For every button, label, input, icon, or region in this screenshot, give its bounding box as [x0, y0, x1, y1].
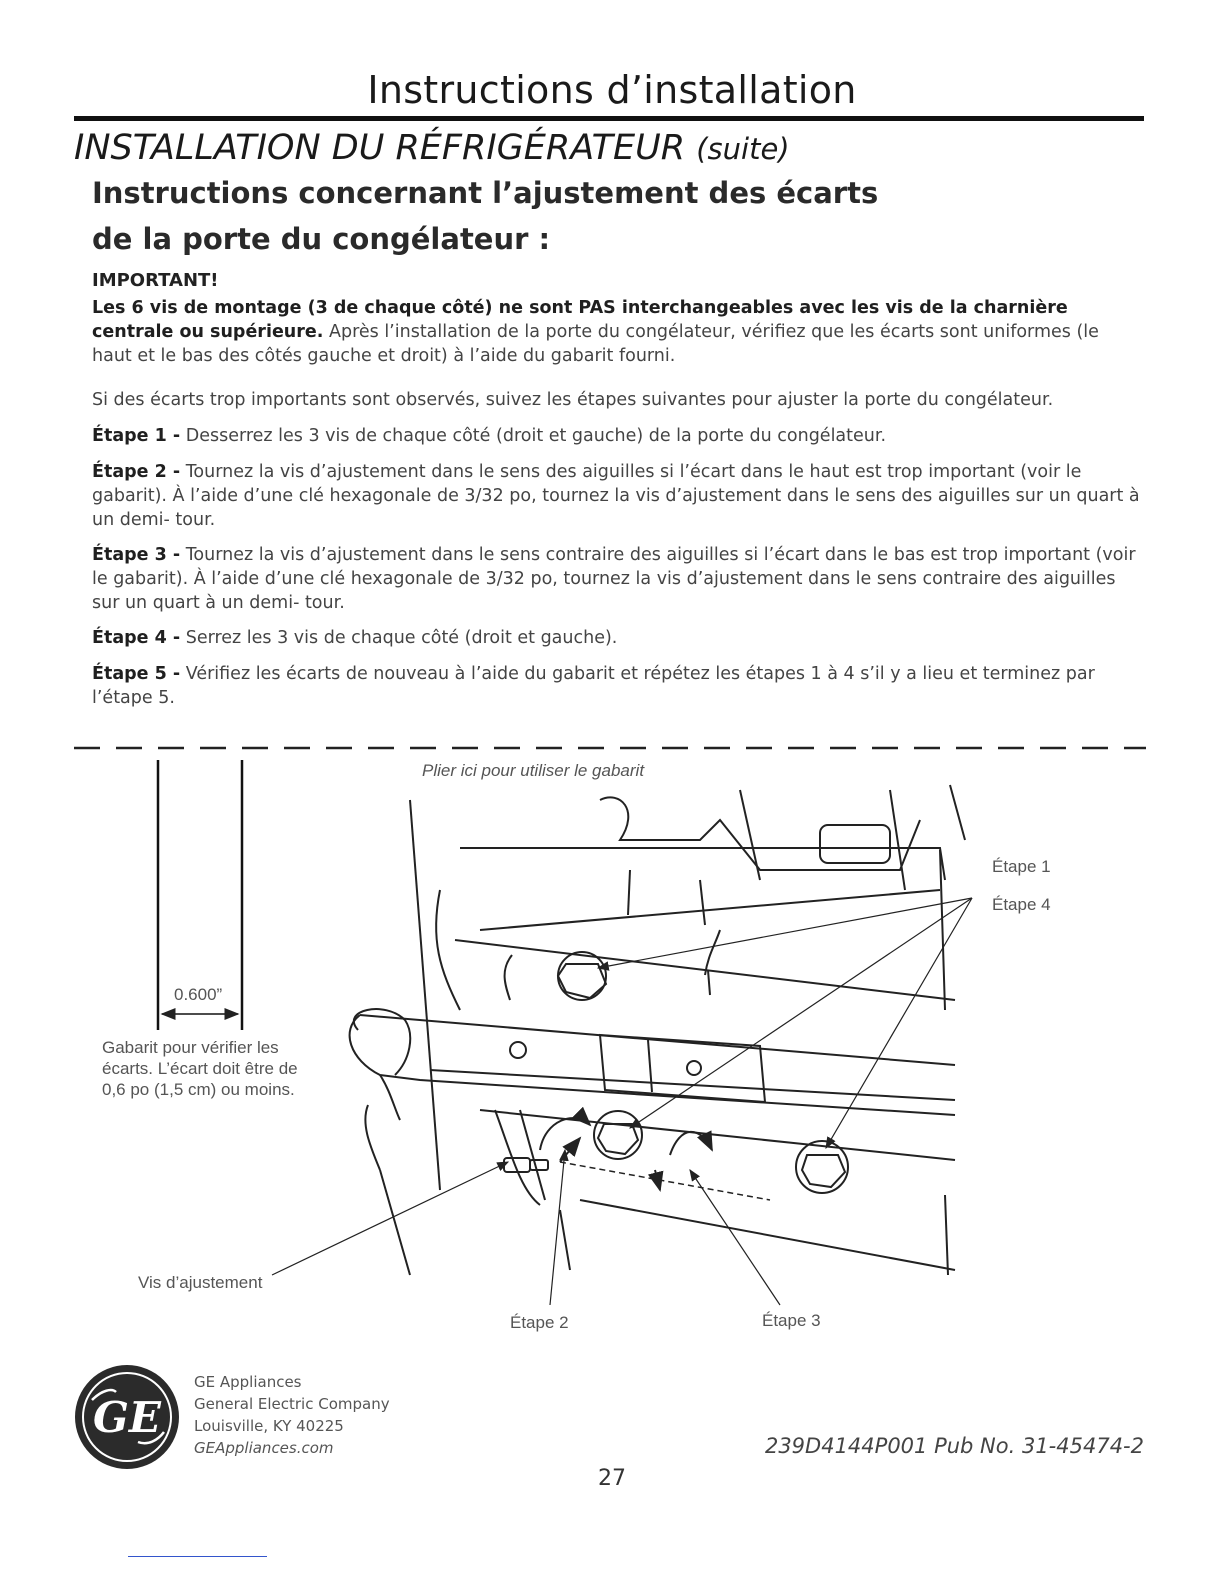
subtitle-line-2: de la porte du congélateur : [92, 222, 551, 256]
callout-etape-4: Étape 4 [992, 895, 1051, 914]
svg-text:GE: GE [93, 1393, 161, 1442]
step-3-text: Tournez la vis d’ajustement dans le sens contraire des aiguilles si l’écart dans le bas est trop important (voir le gabarit). À l’aide d’une clé hexagonale de 3/32 po, tournez la vis d’ajustement dans le sens contraire des aiguilles sur un quart à un demi- tour. [92, 545, 1136, 613]
callout-adjustment-screw: Vis d’ajustement [138, 1273, 263, 1292]
company-city: Louisville, KY 40225 [194, 1417, 344, 1435]
step-5 [92, 662, 1144, 710]
callout-etape-1: Étape 1 [992, 857, 1051, 876]
warning-bold-text: Les 6 vis de montage (3 de chaque côté) ne sont PAS interchangeables avec les vis de la charnière centrale ou supérieure. [92, 298, 1068, 342]
header-rule [74, 116, 1144, 121]
step-2 [92, 460, 1144, 532]
step-1-label: Étape 1 - [92, 426, 181, 446]
callout-etape-3: Étape 3 [762, 1311, 821, 1330]
bottom-divider [128, 1556, 267, 1557]
section-title [74, 128, 790, 168]
step-4-text: Serrez les 3 vis de chaque côté (droit et gauche). [180, 628, 618, 648]
warning-text: Après l’installation de la porte du congélateur, vérifiez que les écarts sont uniformes (le haut et le bas des côtés gauche et droit) à l’aide du gabarit fourni. [92, 322, 1099, 366]
company-full-name: General Electric Company [194, 1395, 390, 1413]
step-5-label: Étape 5 - [92, 664, 181, 684]
section-title-suite: (suite) [696, 132, 790, 166]
step-1 [92, 424, 1144, 448]
step-4 [92, 626, 1144, 650]
important-label: IMPORTANT! [92, 270, 219, 291]
fold-label: Plier ici pour utiliser le gabarit [422, 761, 645, 780]
step-2-text: Tournez la vis d’ajustement dans le sens des aiguilles si l’écart dans le haut est trop important (voir le gabarit). À l’aide d’une clé hexagonale de 3/32 po, tournez la vis d’ajustement dans le sens des aiguilles sur un quart à un demi- tour. [92, 462, 1140, 530]
step-3-label: Étape 3 - [92, 545, 181, 565]
company-website: GEAppliances.com [194, 1439, 334, 1457]
hinge-illustration [350, 785, 965, 1275]
publication-number: 239D4144P001 Pub No. 31-45474-2 [764, 1434, 1144, 1458]
section-title-main: INSTALLATION DU RÉFRIGÉRATEUR [74, 128, 686, 168]
gauge-value: 0.600” [174, 985, 223, 1004]
step-2-label: Étape 2 - [92, 462, 181, 482]
gauge-caption: Gabarit pour vérifier les écarts. L’écart doit être de 0,6 po (1,5 cm) ou moins. [102, 1038, 298, 1099]
intro-paragraph: Si des écarts trop importants sont observés, suivez les étapes suivantes pour ajuster la porte du congélateur. [92, 390, 1054, 410]
screw-axis-dashed [560, 1162, 770, 1200]
gap-gauge [158, 760, 242, 1030]
step-4-label: Étape 4 - [92, 628, 181, 648]
callout-etape-2: Étape 2 [510, 1313, 569, 1332]
page-number: 27 [598, 1466, 626, 1491]
page-header-title: Instructions d’installation [367, 68, 857, 112]
hinge-adjustment-diagram [0, 730, 1224, 1350]
subtitle-line-1: Instructions concernant l’ajustement des écarts [92, 176, 879, 210]
company-name: GE Appliances [194, 1373, 302, 1391]
warning-paragraph [92, 296, 1144, 368]
step-3 [92, 543, 1144, 615]
step-5-text: Vérifiez les écarts de nouveau à l’aide du gabarit et répétez les étapes 1 à 4 s’il y a lieu et terminez par l’étape 5. [92, 664, 1095, 708]
step-1-text: Desserrez les 3 vis de chaque côté (droit et gauche) de la porte du congélateur. [180, 426, 887, 446]
ge-logo-icon [72, 1362, 182, 1472]
